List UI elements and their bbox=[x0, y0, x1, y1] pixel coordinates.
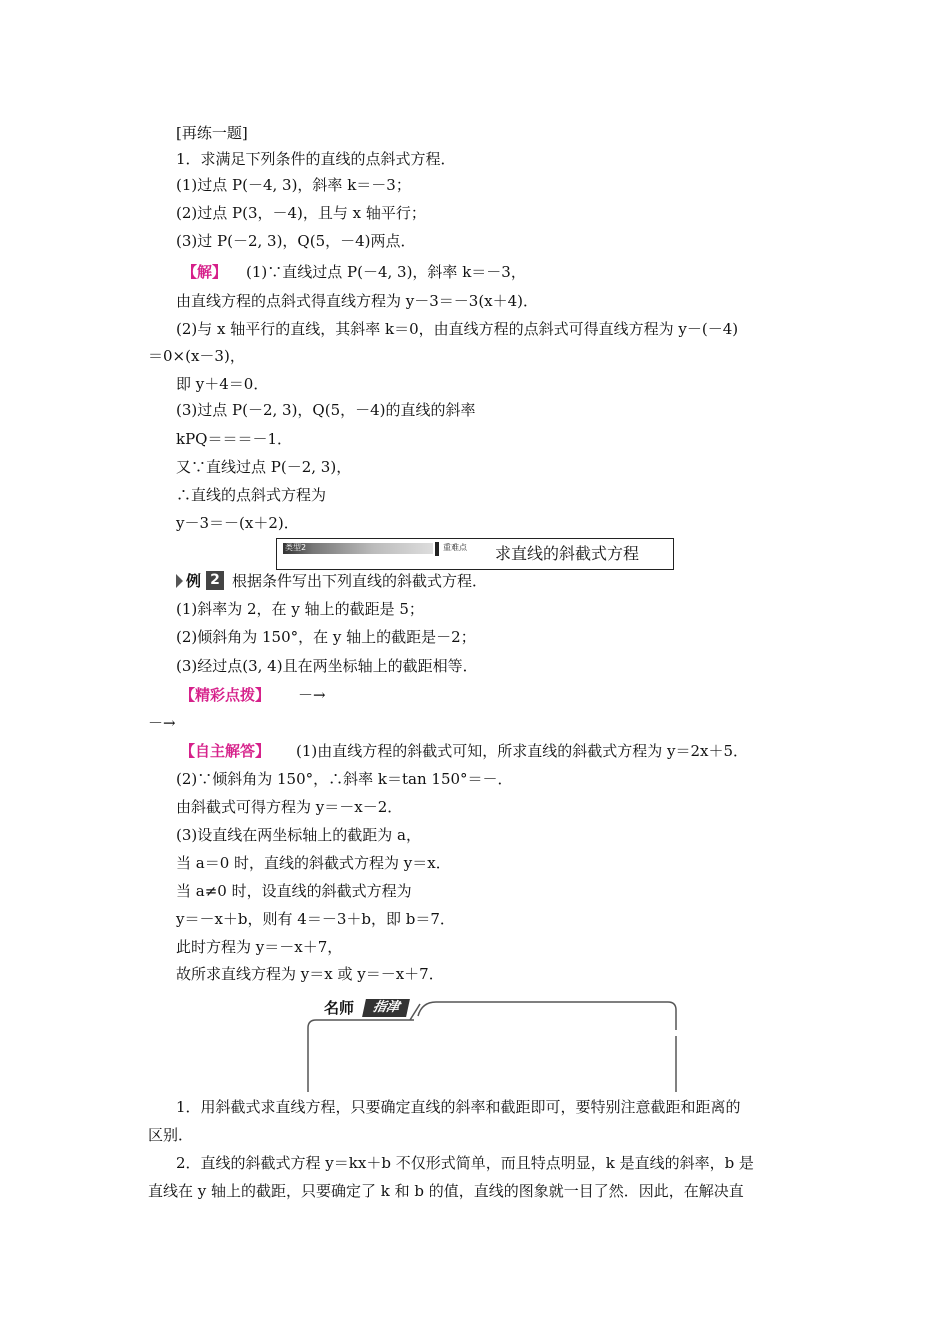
solution-line-3: (2)与 x 轴平行的直线，其斜率 k＝0，由直线方程的点斜式可得直线方程为 y－(－4) bbox=[176, 320, 739, 338]
example-text: 根据条件写出下列直线的斜截式方程． bbox=[232, 572, 488, 590]
solution-line-9: ∴直线的点斜式方程为 bbox=[176, 486, 327, 504]
example-badge bbox=[176, 570, 224, 592]
banner-title: 求直线的斜截式方程 bbox=[495, 544, 640, 563]
note-1-line-2: 区别． bbox=[148, 1126, 194, 1144]
example-triangle-icon bbox=[176, 574, 183, 588]
hint-tag: 【精彩点拨】 bbox=[180, 686, 271, 704]
solution-line-5: 即 y＋4＝0． bbox=[176, 375, 269, 393]
solution-tag: 【解】 bbox=[182, 263, 228, 281]
solution-line-1: (1)∵直线过点 P(－4, 3)，斜率 k＝－3， bbox=[246, 263, 526, 281]
teacher-title-2: 指津 bbox=[362, 999, 410, 1017]
answer-line-9: 故所求直线方程为 y＝x 或 y＝－x＋7． bbox=[176, 965, 444, 983]
banner-mark bbox=[435, 542, 439, 556]
answer-line-8: 此时方程为 y＝－x＋7， bbox=[176, 938, 343, 956]
answer-line-5: 当 a＝0 时，直线的斜截式方程为 y＝x． bbox=[176, 854, 451, 872]
practice-heading: [再练一题] bbox=[176, 124, 248, 142]
answer-line-4: (3)设直线在两坐标轴上的截距为 a， bbox=[176, 826, 421, 844]
practice-condition-3: (3)过 P(－2, 3)，Q(5，－4)两点． bbox=[176, 232, 416, 250]
section-banner bbox=[276, 538, 674, 570]
note-2-line-2: 直线在 y 轴上的截距，只要确定了 k 和 b 的值，直线的图象就一目了然．因此，在解决直 bbox=[148, 1182, 744, 1200]
solution-line-6: (3)过点 P(－2, 3)，Q(5，－4)的直线的斜率 bbox=[176, 401, 476, 419]
example-condition-3: (3)经过点(3, 4)且在两坐标轴上的截距相等． bbox=[176, 657, 478, 675]
example-condition-2: (2)倾斜角为 150°，在 y 轴上的截距是－2； bbox=[176, 628, 476, 646]
practice-condition-1: (1)过点 P(－4, 3)，斜率 k＝－3； bbox=[176, 176, 411, 194]
solution-line-4: ＝0×(x－3)， bbox=[148, 347, 245, 365]
practice-question: 1．求满足下列条件的直线的点斜式方程． bbox=[176, 150, 456, 168]
teacher-tips-box bbox=[306, 996, 678, 1092]
answer-line-2: (2)∵倾斜角为 150°，∴斜率 k＝tan 150°＝－． bbox=[176, 770, 513, 788]
answer-line-1: (1)由直线方程的斜截式可知，所求直线的斜截式方程为 y＝2x＋5． bbox=[296, 742, 749, 760]
answer-line-6: 当 a≠0 时，设直线的斜截式方程为 bbox=[176, 882, 412, 900]
example-label: 例 bbox=[186, 572, 202, 590]
note-1-line-1: 1．用斜截式求直线方程，只要确定直线的斜率和截距即可，要特别注意截距和距离的 bbox=[176, 1098, 741, 1116]
solution-line-2: 由直线方程的点斜式得直线方程为 y－3＝－3(x＋4)． bbox=[176, 292, 539, 310]
example-number: 2 bbox=[206, 571, 224, 590]
solution-line-8: 又∵直线过点 P(－2, 3)， bbox=[176, 458, 352, 476]
solution-line-10: y－3＝－(x＋2)． bbox=[176, 514, 299, 532]
teacher-box-frame bbox=[306, 996, 678, 1092]
hint-text: －→ bbox=[298, 686, 326, 704]
practice-condition-2: (2)过点 P(3，－4)，且与 x 轴平行； bbox=[176, 204, 426, 222]
example-condition-1: (1)斜率为 2，在 y 轴上的截距是 5； bbox=[176, 600, 424, 618]
solution-line-7: kPQ＝＝＝－1． bbox=[176, 430, 293, 448]
answer-line-3: 由斜截式可得方程为 y＝－x－2． bbox=[176, 798, 403, 816]
banner-difficulty-tag: 重难点 bbox=[443, 543, 467, 552]
banner-type-tag: 类型2 bbox=[285, 543, 307, 552]
hint-continuation: －→ bbox=[148, 714, 176, 732]
answer-line-7: y＝－x＋b，则有 4＝－3＋b，即 b＝7． bbox=[176, 910, 455, 928]
teacher-title-1: 名师 bbox=[324, 999, 355, 1017]
answer-tag: 【自主解答】 bbox=[180, 742, 271, 760]
note-2-line-1: 2．直线的斜截式方程 y＝kx＋b 不仅形式简单，而且特点明显，k 是直线的斜率，b 是 bbox=[176, 1154, 754, 1172]
